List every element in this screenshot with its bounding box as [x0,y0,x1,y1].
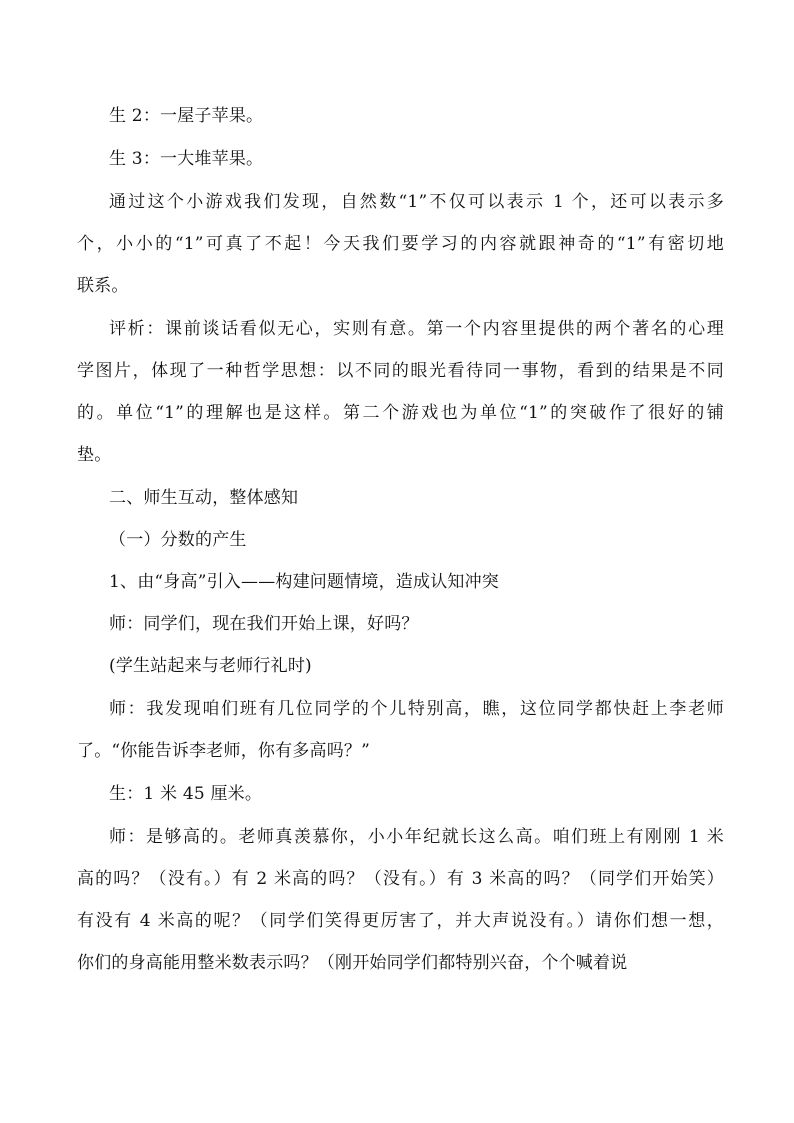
text-line: 你们的身高能用整米数表示吗？（刚开始同学们都特别兴奋，个个喊着说 [77,953,628,973]
text-line: 了。“你能告诉李老师，你有多高吗？” [77,741,370,761]
item-heading: 1、由“身高”引入——构建问题情境，造成认知冲突 [109,572,499,592]
text-line: 学图片，体现了一种哲学思想：以不同的眼光看待同一事物，看到的结果是不同 [77,361,724,381]
text-line: 联系。 [77,276,129,296]
text-line: 师：我发现咱们班有几位同学的个儿特别高，瞧，这位同学都快赶上李老师 [109,699,724,719]
subsection-heading: （一）分数的产生 [109,530,247,550]
text-line: 生 2：一屋子苹果。 [109,106,264,126]
text-line: 个，小小的“1”可真了不起！今天我们要学习的内容就跟神奇的“1”有密切地 [77,234,724,254]
text-line: 师：同学们，现在我们开始上课，好吗？ [109,614,419,634]
text-line: 通过这个小游戏我们发现，自然数“1”不仅可以表示 1 个，还可以表示多 [109,192,724,212]
text-line: 评析：课前谈话看似无心，实则有意。第一个内容里提供的两个著名的心理 [109,319,724,339]
text-line: 的。单位“1”的理解也是这样。第二个游戏也为单位“1”的突破作了很好的铺 [77,403,724,423]
text-line: 高的吗？（没有。）有 2 米高的吗？（没有。）有 3 米高的吗？（同学们开始笑） [77,869,724,889]
section-heading: 二、师生互动，整体感知 [109,488,299,508]
text-line: 垫。 [77,445,112,465]
text-line: 师：是够高的。老师真羡慕你，小小年纪就长这么高。咱们班上有刚刚 1 米 [109,827,724,847]
text-line: 生：1 米 45 厘米。 [109,784,263,804]
text-line: 有没有 4 米高的呢？（同学们笑得更厉害了，并大声说没有。）请你们想一想， [77,911,724,931]
text-line: 生 3：一大堆苹果。 [109,149,264,169]
text-line: (学生站起来与老师行礼时) [109,656,312,676]
